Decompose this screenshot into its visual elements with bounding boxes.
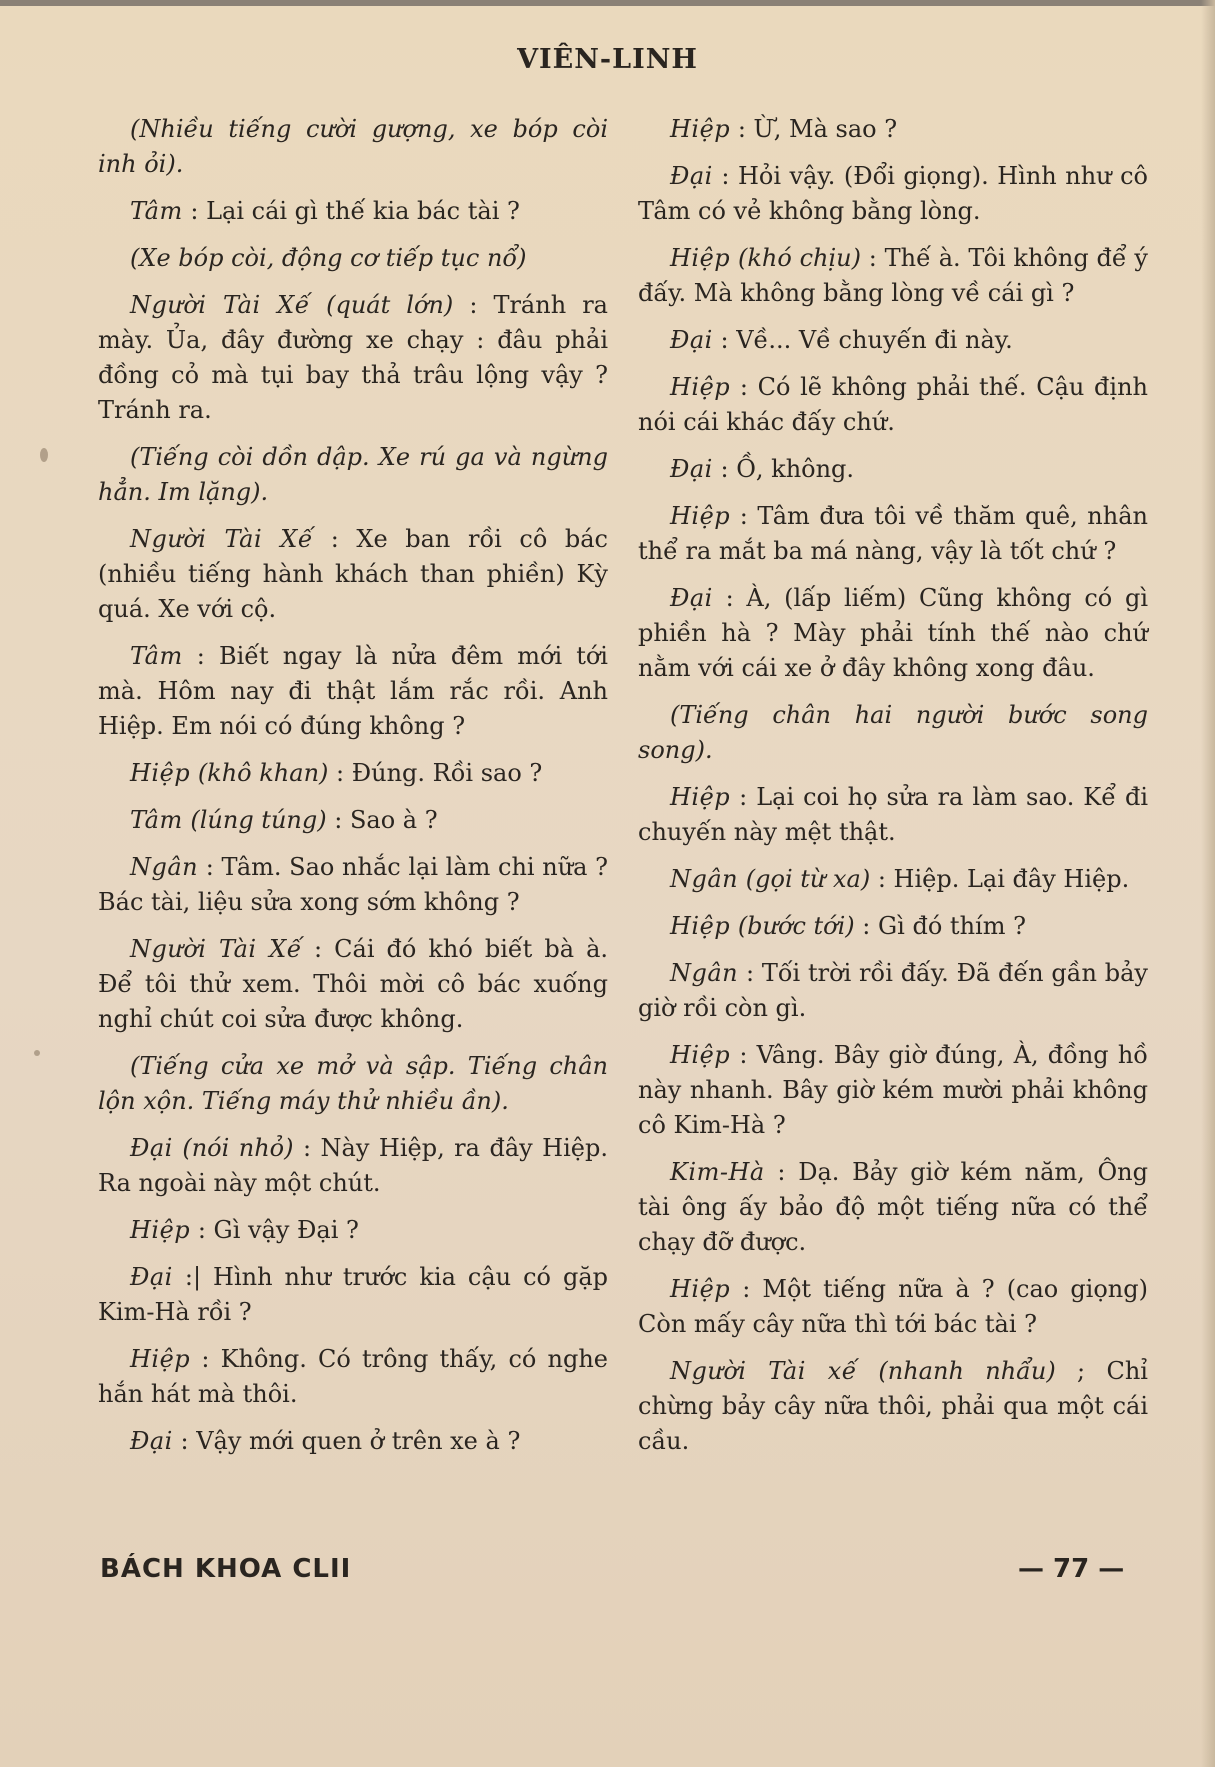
dialogue-text: : Lại coi họ sửa ra làm sao. Kể đi chuyến này mệt thật.	[638, 783, 1148, 846]
dialogue-line	[98, 932, 608, 1037]
dialogue-line	[98, 1342, 608, 1412]
speaker-name: Hiệp	[670, 244, 731, 272]
dialogue-text: : Vâng. Bây giờ đúng, À, đồng hồ này nhanh. Bây giờ kém mười phải không cô Kim-Hà ?	[638, 1041, 1148, 1139]
stage-note: (gọi từ xa)	[745, 865, 871, 893]
dialogue-line	[98, 1424, 608, 1459]
dialogue-line	[98, 288, 608, 428]
dialogue-text: : Ừ, Mà sao ?	[737, 115, 898, 143]
speaker-name: Hiệp	[670, 912, 731, 940]
page-number: — 77 —	[1018, 1554, 1125, 1584]
dialogue-line	[638, 241, 1148, 311]
speaker-name: Hiệp	[130, 759, 191, 787]
dialogue-text: : Cái đó khó biết bà à. Để tôi thử xem. Thôi mời cô bác xuống nghỉ chút coi sửa được không.	[98, 935, 609, 1033]
running-head: VIÊN-LINH	[517, 44, 698, 75]
dialogue-text: : Không. Có trông thấy, có nghe hắn hát mà thôi.	[98, 1345, 608, 1408]
dialogue-text: : Dạ. Bảy giờ kém năm, Ông tài ông ấy bảo độ một tiếng nữa có thể chạy đỡ được.	[638, 1158, 1148, 1256]
dialogue-line	[638, 581, 1148, 686]
stage-note: (khô khan)	[197, 759, 329, 787]
dialogue-text: ; Chỉ chừng bảy cây nữa thôi, phải qua một cái cầu.	[638, 1357, 1148, 1455]
dialogue-text: : Đúng. Rồi sao ?	[336, 759, 543, 787]
speaker-name: Đại	[670, 584, 713, 612]
paper-mark	[40, 448, 48, 462]
stage-direction	[638, 698, 1148, 768]
dialogue-line	[638, 112, 1148, 147]
speaker-name: Người Tài Xế	[130, 935, 302, 963]
stage-direction	[98, 112, 608, 182]
dialogue-line	[638, 780, 1148, 850]
dialogue-text: : Sao à ?	[334, 806, 438, 834]
dialogue-line	[638, 956, 1148, 1026]
stage-note: (nhanh nhẩu)	[878, 1357, 1056, 1385]
speaker-name: Người Tài Xế	[130, 291, 311, 319]
speaker-name: Kim-Hà	[670, 1158, 765, 1186]
speaker-name: Đại	[130, 1427, 173, 1455]
dialogue-line	[638, 1272, 1148, 1342]
dialogue-text: : Về... Về chuyến đi này.	[720, 326, 1013, 354]
speaker-name: Người Tài Xế	[130, 525, 314, 553]
paper-mark	[34, 1050, 40, 1056]
speaker-name: Hiệp	[130, 1345, 191, 1373]
speaker-name: Hiệp	[670, 1275, 731, 1303]
dialogue-text: : Lại cái gì thế kia bác tài ?	[190, 197, 520, 225]
stage-note: (bước tới)	[737, 912, 855, 940]
stage-note: (nói nhỏ)	[182, 1134, 294, 1162]
stage-note: (khó chịu)	[737, 244, 861, 272]
speaker-name: Ngân	[670, 865, 739, 893]
dialogue-text: : Hỏi vậy. (Đổi giọng). Hình như cô Tâm có vẻ không bằng lòng.	[638, 162, 1148, 225]
dialogue-line	[638, 1155, 1148, 1260]
stage-text: (Tiếng còi dồn dập. Xe rú ga và ngừng hẳn. Im lặng).	[98, 443, 608, 506]
dialogue-line	[638, 909, 1148, 944]
dialogue-line	[638, 1038, 1148, 1143]
stage-text: (Tiếng cửa xe mở và sập. Tiếng chân lộn xộn. Tiếng máy thử nhiều ần).	[98, 1052, 608, 1115]
dialogue-text: : Thế à. Tôi không để ý đấy. Mà không bằng lòng về cái gì ?	[638, 244, 1148, 307]
right-column	[638, 112, 1148, 1471]
dialogue-text: :| Hình như trước kia cậu có gặp Kim-Hà rồi ?	[98, 1263, 608, 1326]
dialogue-line	[98, 850, 608, 920]
speaker-name: Đại	[130, 1263, 173, 1291]
dialogue-text: : Ồ, không.	[720, 455, 855, 483]
speaker-name: Hiệp	[130, 1216, 191, 1244]
speaker-name: Ngân	[670, 959, 739, 987]
dialogue-line	[98, 1260, 608, 1330]
stage-note: (quát lớn)	[326, 291, 454, 319]
dialogue-line	[98, 639, 608, 744]
speaker-name: Đại	[670, 326, 713, 354]
dialogue-line	[98, 756, 608, 791]
speaker-name: Hiệp	[670, 115, 731, 143]
dialogue-line	[98, 1213, 608, 1248]
dialogue-text: : Tâm. Sao nhắc lại làm chi nữa ? Bác tài, liệu sửa xong sớm không ?	[98, 853, 608, 916]
dialogue-line	[638, 159, 1148, 229]
dialogue-line	[638, 499, 1148, 569]
dialogue-text: : Này Hiệp, ra đây Hiệp. Ra ngoài này một chút.	[98, 1134, 608, 1197]
dialogue-text: : Gì đó thím ?	[862, 912, 1026, 940]
speaker-name: Tâm	[130, 806, 183, 834]
dialogue-line	[98, 1131, 608, 1201]
speaker-name: Hiệp	[670, 373, 731, 401]
dialogue-text: : Tối trời rồi đấy. Đã đến gần bảy giờ rồi còn gì.	[638, 959, 1148, 1022]
dialogue-line	[638, 862, 1148, 897]
journal-footer: BÁCH KHOA CLII	[100, 1554, 352, 1584]
speaker-name: Đại	[670, 455, 713, 483]
dialogue-text: : Gì vậy Đại ?	[197, 1216, 359, 1244]
dialogue-line	[638, 452, 1148, 487]
dialogue-text: : Xe ban rồi cô bác (nhiều tiếng hành khách than phiền) Kỳ quá. Xe với cộ.	[98, 525, 608, 623]
speaker-name: Tâm	[130, 642, 183, 670]
stage-text: (Nhiều tiếng cười gượng, xe bóp còi inh ỏi).	[98, 115, 608, 178]
stage-direction	[98, 440, 608, 510]
dialogue-line	[638, 370, 1148, 440]
dialogue-text: : Có lẽ không phải thế. Cậu định nói cái khác đấy chứ.	[638, 373, 1148, 436]
top-rule	[0, 0, 1215, 6]
dialogue-line	[98, 803, 608, 838]
dialogue-text: : Hiệp. Lại đây Hiệp.	[877, 865, 1130, 893]
speaker-name: Hiệp	[670, 502, 731, 530]
speaker-name: Tâm	[130, 197, 183, 225]
dialogue-line	[638, 323, 1148, 358]
stage-text: (Tiếng chân hai người bước song song).	[638, 701, 1148, 764]
stage-note: (lúng túng)	[190, 806, 327, 834]
dialogue-text: : Tránh ra mày. Ủa, đây đường xe chạy : đâu phải đồng cỏ mà tụi bay thả trâu lộng vậy ? Tránh ra.	[98, 291, 608, 424]
dialogue-line	[98, 194, 608, 229]
page-edge-shadow	[1201, 0, 1215, 1767]
speaker-name: Đại	[130, 1134, 173, 1162]
dialogue-text: : Vậy mới quen ở trên xe à ?	[180, 1427, 521, 1455]
dialogue-text: : Tâm đưa tôi về thăm quê, nhân thể ra mắt ba má nàng, vậy là tốt chứ ?	[638, 502, 1148, 565]
dialogue-text: : Một tiếng nữa à ? (cao giọng) Còn mấy cây nữa thì tới bác tài ?	[638, 1275, 1148, 1338]
dialogue-line	[98, 522, 608, 627]
speaker-name: Ngân	[130, 853, 199, 881]
dialogue-line	[638, 1354, 1148, 1459]
left-column	[98, 112, 608, 1471]
speaker-name: Hiệp	[670, 1041, 731, 1069]
speaker-name: Người Tài xế	[670, 1357, 858, 1385]
stage-text: (Xe bóp còi, động cơ tiếp tục nổ)	[130, 244, 527, 272]
speaker-name: Hiệp	[670, 783, 731, 811]
stage-direction	[98, 1049, 608, 1119]
stage-direction	[98, 241, 608, 276]
dialogue-text: : À, (lấp liếm) Cũng không có gì phiền hà ? Mày phải tính thế nào chứ nằm với cái xe ở đây không xong đâu.	[638, 584, 1148, 682]
dialogue-text: : Biết ngay là nửa đêm mới tới mà. Hôm nay đi thật lắm rắc rồi. Anh Hiệp. Em nói có đúng không ?	[98, 642, 608, 740]
speaker-name: Đại	[670, 162, 713, 190]
